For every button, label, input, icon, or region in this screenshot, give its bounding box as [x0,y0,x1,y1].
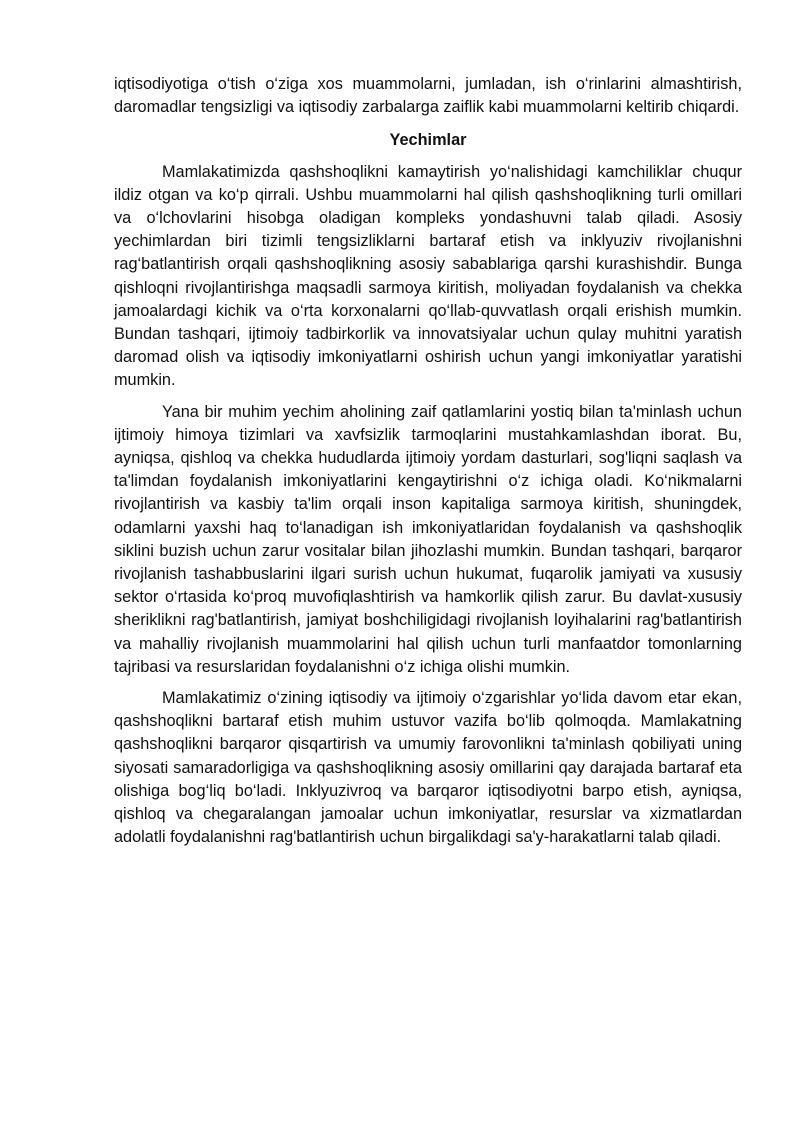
section-heading: Yechimlar [389,131,467,150]
body-paragraph-2: Yana bir muhim yechim aholining zaif qatlamlarini yostiq bilan ta'minlash uchun ijtimoiy himoya tizimlari va xavfsizlik tarmoqlarini mustahkamlashdan iborat. Bu, ayniqsa, qishloq va chekka hududlarda ijtimoiy yordam dasturlari, sog'liqni saqlash va ta'limdan foydalanish imkoniyatlarini kengaytirishni o‘z ichiga oladi. Ko‘nikmalarni rivojlantirish va kasbiy ta'lim orqali inson kapitaliga sarmoya kiritish, shuningdek, odamlarni yaxshi haq to‘lanadigan ish imkoniyatlaridan foydalanish va qashshoqlik siklini buzish uchun zarur vositalar bilan jihozlashi mumkin. Bundan tashqari, barqaror rivojlanish tashabbuslarini ilgari surish uchun hukumat, fuqarolik jamiyati va xususiy sektor o‘rtasida ko‘proq muvofiqlashtirish va hamkorlik qilish zarur. Bu davlat-xususiy sheriklikni rag'batlantirish, jamiyat boshchiligidagi rivojlanish loyihalarini rag'batlantirish va mahalliy rivojlanish muammolarini hal qilish uchun turli manfaatdor tomonlarning tajribasi va resurslaridan foydalanishni o‘z ichiga olishi mumkin. [114,402,742,676]
document-page [114,73,742,850]
continuation-paragraph: iqtisodiyotiga o‘tish o‘ziga xos muammolarni, jumladan, ish o‘rinlarini almashtirish, daromadlar tengsizligi va iqtisodiy zarbalarga zaiflik kabi muammolarni keltirib chiqardi. [114,75,742,117]
body-paragraph-1: Mamlakatimizda qashshoqlikni kamaytirish yo‘nalishidagi kamchiliklar chuqur ildiz otgan va ko‘p qirrali. Ushbu muammolarni hal qilish qashshoqlikning turli omillari va o‘lchovlarini hisobga oladigan kompleks yondashuvni talab qiladi. Asosiy yechimlardan biri tizimli tengsizliklarni bartaraf etish va inklyuziv rivojlanishni rag‘batlantirish orqali qashshoqlikning asosiy sabablariga qarshi kurashishdir. Bunga qishloqni rivojlantirishga maqsadli sarmoya kiritish, moliyadan foydalanish va chekka jamoalardagi kichik va o‘rta korxonalarni qo‘llab-quvvatlash orqali erishish mumkin. Bundan tashqari, ijtimoiy tadbirkorlik va innovatsiyalar uchun qulay muhitni yaratish daromad olish va iqtisodiy imkoniyatlarni oshirish uchun yangi imkoniyatlar yaratishi mumkin. [114,162,742,390]
body-paragraph-3: Mamlakatimiz o‘zining iqtisodiy va ijtimoiy o‘zgarishlar yo‘lida davom etar ekan, qashshoqlikni bartaraf etish muhim ustuvor vazifa bo‘lib qolmoqda. Mamlakatning qashshoqlikni barqaror qisqartirish va umumiy farovonlikni ta'minlash qobiliyati uning siyosati samaradorligiga va qashshoqlikning asosiy omillarini qay darajada bartaraf eta olishiga bog‘liq bo‘ladi. Inklyuzivroq va barqaror iqtisodiyotni barpo etish, ayniqsa, qishloq va chegaralangan jamoalar uchun imkoniyatlar, resurslar va xizmatlardan adolatli foydalanishni rag'batlantirish uchun birgalikdagi sa'y-harakatlarni talab qiladi. [114,689,742,847]
